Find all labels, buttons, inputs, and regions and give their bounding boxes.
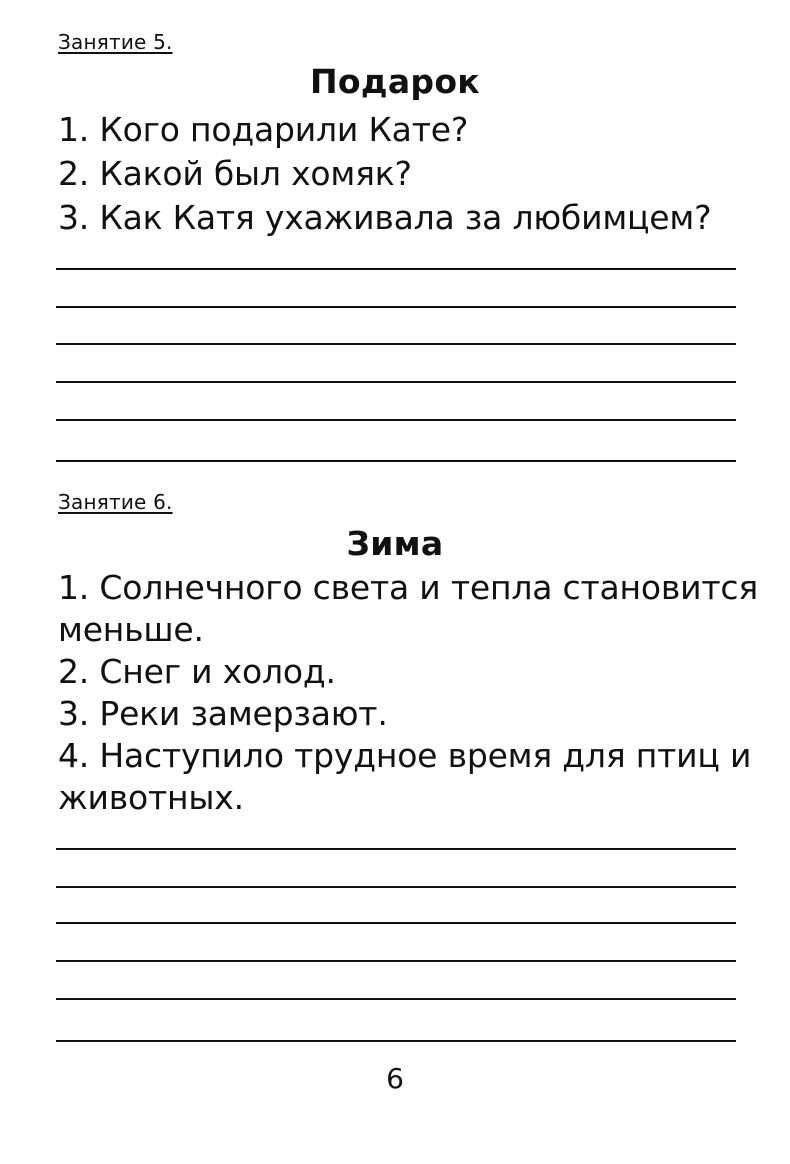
lesson-5-question-1: 1. Кого подарили Кате? (58, 110, 469, 149)
page-number: 6 (386, 1062, 404, 1095)
answer-line[interactable] (56, 460, 736, 462)
answer-line[interactable] (56, 848, 736, 850)
answer-line[interactable] (56, 268, 736, 270)
answer-line[interactable] (56, 1040, 736, 1042)
lesson-6-label: Занятие 6. (58, 490, 173, 514)
lesson-6-title: Зима (346, 524, 444, 563)
lesson-6-line-1: 1. Солнечного света и тепла становится (58, 568, 758, 607)
answer-line[interactable] (56, 960, 736, 962)
answer-line[interactable] (56, 306, 736, 308)
lesson-6-line-4: 3. Реки замерзают. (58, 694, 388, 733)
answer-line[interactable] (56, 886, 736, 888)
answer-line[interactable] (56, 998, 736, 1000)
lesson-6-line-3: 2. Снег и холод. (58, 652, 336, 691)
lesson-5-question-3: 3. Как Катя ухаживала за любимцем? (58, 198, 712, 237)
answer-line[interactable] (56, 419, 736, 421)
answer-line[interactable] (56, 922, 736, 924)
lesson-5-question-2: 2. Какой был хомяк? (58, 154, 412, 193)
lesson-6-line-6: животных. (58, 778, 244, 817)
lesson-5-title: Подарок (309, 62, 480, 101)
answer-line[interactable] (56, 343, 736, 345)
answer-line[interactable] (56, 381, 736, 383)
lesson-6-line-5: 4. Наступило трудное время для птиц и (58, 736, 752, 775)
lesson-6-line-2: меньше. (58, 610, 204, 649)
lesson-5-label: Занятие 5. (58, 30, 173, 54)
